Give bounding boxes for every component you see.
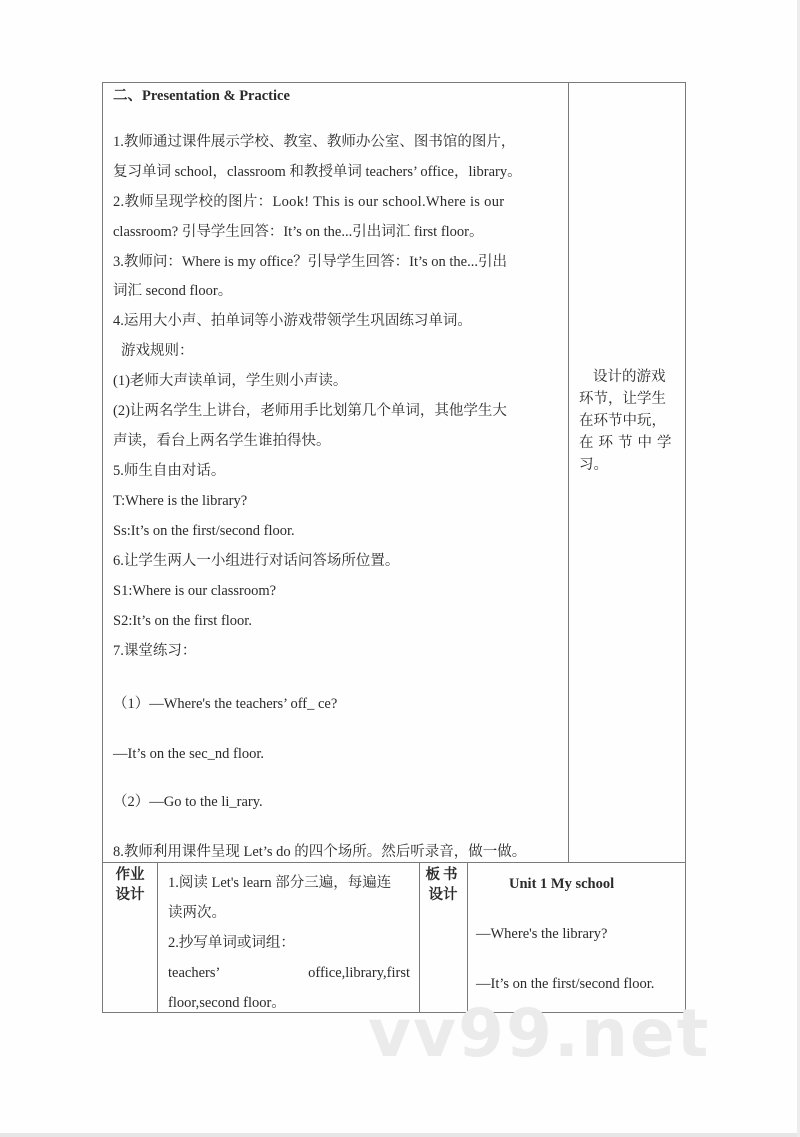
watermark: vv99.net — [368, 995, 711, 1072]
blackboard-title: Unit 1 My school — [509, 876, 615, 892]
note-line-5: 习。 — [579, 457, 608, 473]
homework-label-line-2: 设计 — [115, 887, 145, 903]
step-2-line-1: 2.教师呈现学校的图片：Look! This is our school.Where is our — [113, 194, 505, 210]
homework-item-1-line-1: 1.阅读 Let's learn 部分三遍，每遍连 — [168, 875, 392, 891]
game-rules-label: 游戏规则： — [121, 343, 194, 359]
homework-words-line-2: floor,second floor。 — [168, 995, 286, 1011]
design-note-cell — [568, 82, 686, 863]
game-rule-1: (1)老师大声读单词，学生则小声读。 — [113, 373, 348, 389]
exercise-1-question: （1）—Where's the teachers’ off_ ce? — [113, 696, 338, 712]
dialogue-s2: S2:It’s on the first floor. — [113, 613, 252, 629]
page-bottom-edge — [0, 1133, 800, 1137]
exercise-1-answer: —It’s on the sec_nd floor. — [113, 746, 265, 762]
blackboard-content-cell — [467, 862, 686, 1013]
dialogue-t: T:Where is the library? — [113, 493, 248, 509]
step-2-line-2: classroom? 引导学生回答：It’s on the...引出词汇 first floor。 — [113, 224, 484, 240]
homework-word-teachers: teachers’ — [168, 965, 221, 981]
homework-item-2: 2.抄写单词或词组： — [168, 935, 295, 951]
step-1-line-1: 1.教师通过课件展示学校、教室、教师办公室、图书馆的图片， — [113, 134, 516, 150]
game-rule-2-line-2: 声读，看台上两名学生谁拍得快。 — [113, 433, 331, 449]
note-line-1: 设计的游戏 — [593, 369, 666, 385]
step-5: 5.师生自由对话。 — [113, 463, 226, 479]
note-line-4: 在环节中学 — [579, 435, 677, 451]
note-line-3: 在环节中玩， — [579, 413, 666, 429]
presentation-practice-cell — [102, 82, 569, 863]
section-heading: 二、Presentation & Practice — [113, 88, 290, 104]
step-1-line-2: 复习单词 school，classroom 和教授单词 teachers’ office，library。 — [113, 164, 522, 180]
exercise-2: （2）—Go to the li_rary. — [113, 794, 263, 810]
blackboard-label — [423, 865, 463, 905]
step-8: 8.教师利用课件呈现 Let’s do 的四个场所。然后听录音，做一做。 — [113, 844, 527, 860]
blackboard-label-line-2: 设计 — [428, 887, 458, 903]
blackboard-label-cell — [419, 862, 468, 1013]
design-note-text — [579, 366, 677, 476]
homework-label — [108, 865, 152, 905]
dialogue-ss: Ss:It’s on the first/second floor. — [113, 523, 295, 539]
homework-word-list: office,library,first — [308, 965, 410, 981]
game-rule-2-line-1: (2)让两名学生上讲台，老师用手比划第几个单词，其他学生大 — [113, 403, 507, 419]
blackboard-label-line-1: 板书 — [425, 867, 461, 883]
step-7: 7.课堂练习： — [113, 643, 197, 659]
step-4: 4.运用大小声、拍单词等小游戏带领学生巩固练习单词。 — [113, 313, 472, 329]
step-3-line-1: 3.教师问：Where is my office？引导学生回答：It’s on the...引出 — [113, 254, 507, 270]
step-6: 6.让学生两人一小组进行对话问答场所位置。 — [113, 553, 400, 569]
step-3-line-2: 词汇 second floor。 — [113, 283, 233, 299]
homework-label-cell — [102, 862, 158, 1013]
homework-label-line-1: 作业 — [115, 867, 145, 883]
homework-words-line-1 — [168, 964, 410, 982]
homework-content-cell — [157, 862, 420, 1013]
dialogue-s1: S1:Where is our classroom? — [113, 583, 277, 599]
blackboard-answer: —It’s on the first/second floor. — [476, 976, 655, 992]
homework-item-1-line-2: 读两次。 — [168, 905, 226, 921]
blackboard-question: —Where's the library? — [476, 926, 608, 942]
note-line-2: 环节，让学生 — [579, 391, 666, 407]
